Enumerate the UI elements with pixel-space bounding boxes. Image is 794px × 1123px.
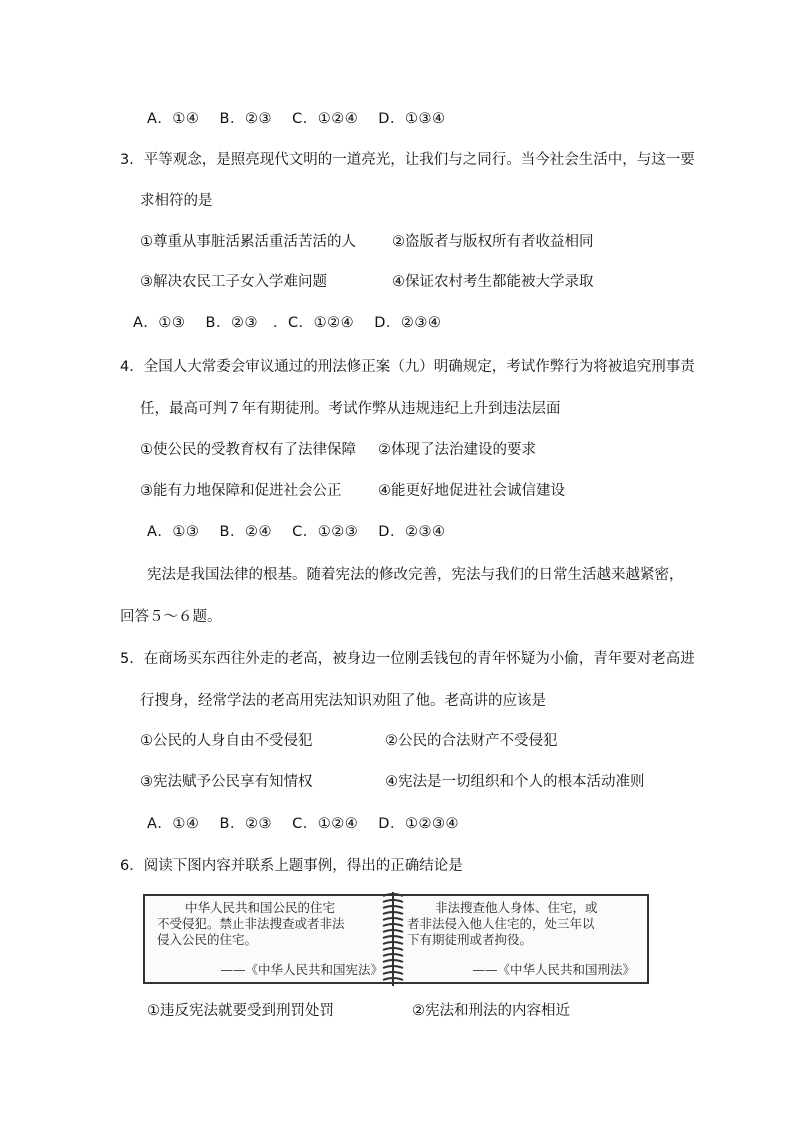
q3-item-2: ②盗版者与版权所有者收益相同 xyxy=(392,234,594,250)
section-intro-line1: 宪法是我国法律的根基。随着宪法的修改完善，宪法与我们的日常生活越来越紧密， xyxy=(147,567,684,583)
q3-stem-line2: 求相符的是 xyxy=(140,193,213,209)
q5-item-4: ④宪法是一切组织和个人的根本活动准则 xyxy=(385,774,645,790)
q3-item-4: ④保证农村考生都能被大学录取 xyxy=(392,274,594,290)
q3-item-3: ③解决农民工子女入学难问题 xyxy=(140,274,327,290)
criminal-law-text-line1: 非法搜查他人身体、住宅，或 xyxy=(435,900,598,915)
q3-stem-line1: 3．平等观念，是照亮现代文明的一道亮光，让我们与之同行。当今社会生活中，与这一要 xyxy=(120,152,695,168)
notebook-spiral-icon xyxy=(381,890,405,990)
section-intro-line2: 回答５～６题。 xyxy=(120,609,222,625)
q5-item-3: ③宪法赋予公民享有知情权 xyxy=(140,774,313,790)
q4-item-3: ③能有力地保障和促进社会公正 xyxy=(140,483,342,499)
q4-item-1: ①使公民的受教育权有了法律保障 xyxy=(140,442,356,458)
criminal-law-excerpt xyxy=(407,900,635,980)
q3-item-1: ①尊重从事脏活累活重活苦活的人 xyxy=(140,234,356,250)
q5-options: A．①④ B．②③ C．①②④ D．①②③④ xyxy=(147,816,459,832)
constitution-text-line1: 中华人民共和国公民的住宅 xyxy=(185,900,336,915)
q4-item-2: ②体现了法治建设的要求 xyxy=(378,442,536,458)
criminal-law-source: ——《中华人民共和国刑法》 xyxy=(472,962,635,977)
law-excerpt-figure xyxy=(143,894,649,984)
q4-item-4: ④能更好地促进社会诚信建设 xyxy=(378,483,565,499)
constitution-excerpt xyxy=(157,900,385,980)
q4-stem-line1: 4．全国人大常委会审议通过的刑法修正案（九）明确规定，考试作弊行为将被追究刑事责 xyxy=(120,359,695,375)
q4-options: A．①③ B．②④ C．①②③ D．②③④ xyxy=(147,524,446,540)
q5-item-2: ②公民的合法财产不受侵犯 xyxy=(385,733,558,749)
criminal-law-text-line2: 者非法侵入他人住宅的，处三年以 xyxy=(407,916,595,931)
q6-stem: 6．阅读下图内容并联系上题事例，得出的正确结论是 xyxy=(120,858,463,874)
constitution-text-line2: 不受侵犯。禁止非法搜查或者非法 xyxy=(157,916,345,931)
q5-item-1: ①公民的人身自由不受侵犯 xyxy=(140,733,313,749)
q2-options: A．①④ B．②③ C．①②④ D．①③④ xyxy=(147,111,446,127)
q5-stem-line1: 5．在商场买东西往外走的老高，被身边一位刚丢钱包的青年怀疑为小偷，青年要对老高进 xyxy=(120,651,695,667)
q6-item-2: ②宪法和刑法的内容相近 xyxy=(412,1003,570,1019)
q4-stem-line2: 任，最高可判７年有期徒刑。考试作弊从违规违纪上升到违法层面 xyxy=(140,401,561,417)
constitution-text-line3: 侵入公民的住宅。 xyxy=(157,932,258,947)
q5-stem-line2: 行搜身，经常学法的老高用宪法知识劝阻了他。老高讲的应该是 xyxy=(140,693,546,709)
q6-item-1: ①违反宪法就要受到刑罚处罚 xyxy=(147,1003,334,1019)
q3-options: A．①③ B．②③ ．C．①②④ D．②③④ xyxy=(133,315,442,331)
constitution-source: ——《中华人民共和国宪法》 xyxy=(220,962,383,977)
criminal-law-text-line3: 下有期徒刑或者拘役。 xyxy=(407,932,533,947)
